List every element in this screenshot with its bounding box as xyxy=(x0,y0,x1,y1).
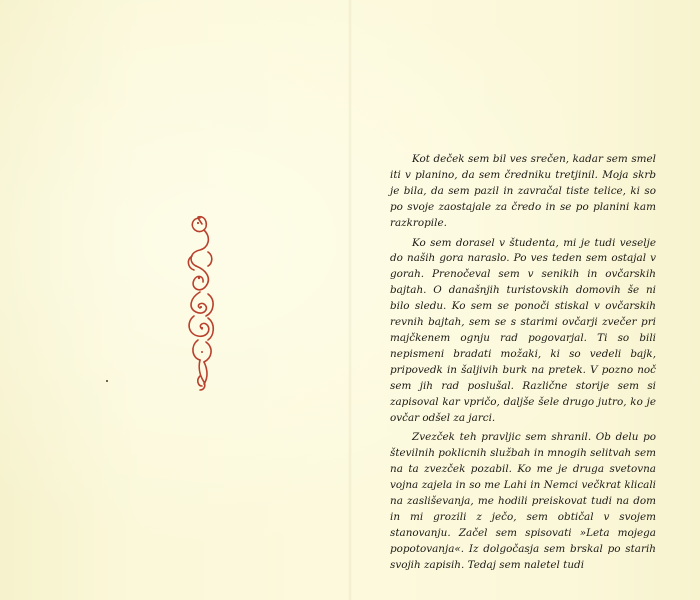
right-page-text xyxy=(390,152,656,578)
paper-speck xyxy=(106,380,108,382)
paragraph-2: Ko sem dorasel v študenta, mi je tudi veselje do naših gora naraslo. Po ves teden sem ostajal v gorah. Prenočeval sem v senikih in ovčarskih bajtah. O današnjih turistovskih domovih še ni bilo sledu. Ko sem se ponoči stiskal v ovčarskih revnih bajtah, sem se s starimi ovčarji zvečer pri majčkenem ognju rad pogovarjal. Ti so bili nepismeni bradati možaki, ki so vedeli bajk, pripovedk in šaljivih burk na pretek. V pozno noč sem jih rad poslušal. Različne storije sem si zapisoval kar vpričo, daljše šele drugo jutro, ko je ovčar odšel za jarci. xyxy=(390,236,656,424)
paragraph-1: Kot deček sem bil ves srečen, kadar sem smel iti v planino, da sem čredniku tretjinil. Moja skrb je bila, da sem pazil in zavračal tiste telice, ki so po svoje zaostajale za čredo in se po planini kam razkropile. xyxy=(390,153,656,229)
page-fold xyxy=(348,0,352,600)
decorative-ornament xyxy=(178,212,228,392)
paragraph-3: Zvezček teh pravljic sem shranil. Ob delu po številnih poklicnih službah in mnogih selitvah sem na ta zvezček pozabil. Ko me je druga svetovna vojna zajela in so me Lahi in Nemci večkrat klicali na zasliševanja, me hodili preiskovat tudi na dom in mi grozili z ječo, sem obtičal v svojem stanovanju. Začel sem spisovati »Leta mojega popotovanja«. Iz dolgočasja sem brskal po starih svojih zapisih. Tedaj sem naletel tudi xyxy=(390,431,656,571)
